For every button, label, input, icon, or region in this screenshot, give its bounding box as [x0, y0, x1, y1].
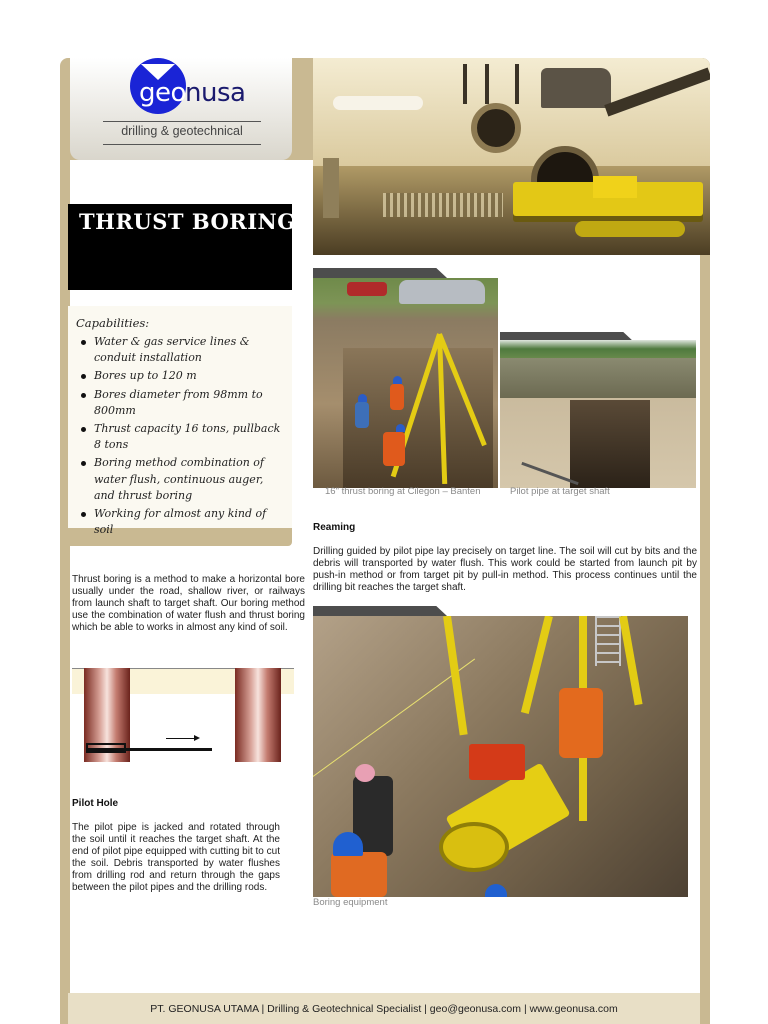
logo-text-geo: geo: [139, 78, 186, 108]
intro-paragraph: Thrust boring is a method to make a horizontal bore usually under the road, shallow river, or railways from launch shaft to target shaft. Our boring method use the combination of water flush and thrust boring which be able to works in almost any kind of soil.: [72, 574, 305, 633]
airplane-graphic: [333, 96, 423, 110]
photo2-caption: Pilot pipe at target shaft: [510, 486, 610, 497]
pylon-graphic: [463, 64, 467, 104]
capability-item: Thrust capacity 16 tons, pullback 8 tons: [78, 421, 286, 453]
capability-item: Boring method combination of water flush, continuous auger, and thrust boring: [78, 455, 286, 504]
capabilities-list: [78, 334, 286, 540]
photo-tab: [313, 606, 447, 616]
capability-item: Bores up to 120 m: [78, 368, 286, 384]
rig-cab-graphic: [593, 176, 637, 198]
train-graphic: [541, 68, 611, 108]
boring-equipment-photo: [313, 616, 688, 897]
building-graphic: [323, 158, 339, 218]
pilot-hole-heading: Pilot Hole: [72, 798, 119, 809]
pylon-graphic: [485, 64, 489, 104]
rig-track-graphic: [575, 221, 685, 237]
pylon-graphic: [515, 64, 519, 104]
reaming-paragraph: Drilling guided by pilot pipe lay precisely on target line. The soil will cut by bits and the debris will transported by water flush. This work could be started from launch pit by push-in method or from target pit by pull-in method. This process continues until the drilling bit reaches the target shaft.: [313, 546, 697, 593]
capability-item: Working for almost any kind of soil: [78, 506, 286, 538]
target-shaft-photo: [500, 340, 696, 488]
reaming-heading: Reaming: [313, 522, 356, 533]
pilot-pipe-graphic: [86, 748, 212, 751]
logo-divider-top: [103, 121, 261, 122]
photo1-caption: 16" thrust boring at Cilegon – Banten: [325, 486, 481, 497]
dam-graphic: [383, 193, 503, 217]
thrust-boring-diagram: [72, 668, 294, 764]
page-title: THRUST BORING: [79, 209, 296, 234]
pilot-hole-paragraph: The pilot pipe is jacked and rotated through the soil until it reaches the target shaft. At the end of pilot pipe equipped with cutting bit to cut the soil. Debris transported by water flushes from drilling rod and return through the gaps between the pilot pipes and the drilling rods.: [72, 822, 280, 893]
pipe-tunnel-graphic: [471, 103, 521, 153]
capabilities-heading: Capabilities:: [76, 316, 150, 330]
direction-arrow-icon: [166, 738, 198, 739]
hero-collage-image: [313, 58, 710, 255]
photo-tab: [313, 268, 447, 278]
target-shaft-graphic: [235, 668, 281, 762]
logo-text-nusa: nusa: [185, 78, 246, 108]
capability-item: Water & gas service lines & conduit installation: [78, 334, 286, 366]
capability-item: Bores diameter from 98mm to 800mm: [78, 387, 286, 419]
footer-contact: PT. GEONUSA UTAMA | Drilling & Geotechnical Specialist | geo@geonusa.com | www.geonusa.com: [150, 1003, 618, 1015]
thrust-boring-site-photo: [313, 278, 498, 488]
photo3-caption: Boring equipment: [313, 897, 388, 908]
logo-divider-bottom: [103, 144, 261, 145]
logo-tagline: drilling & geotechnical: [121, 124, 243, 138]
